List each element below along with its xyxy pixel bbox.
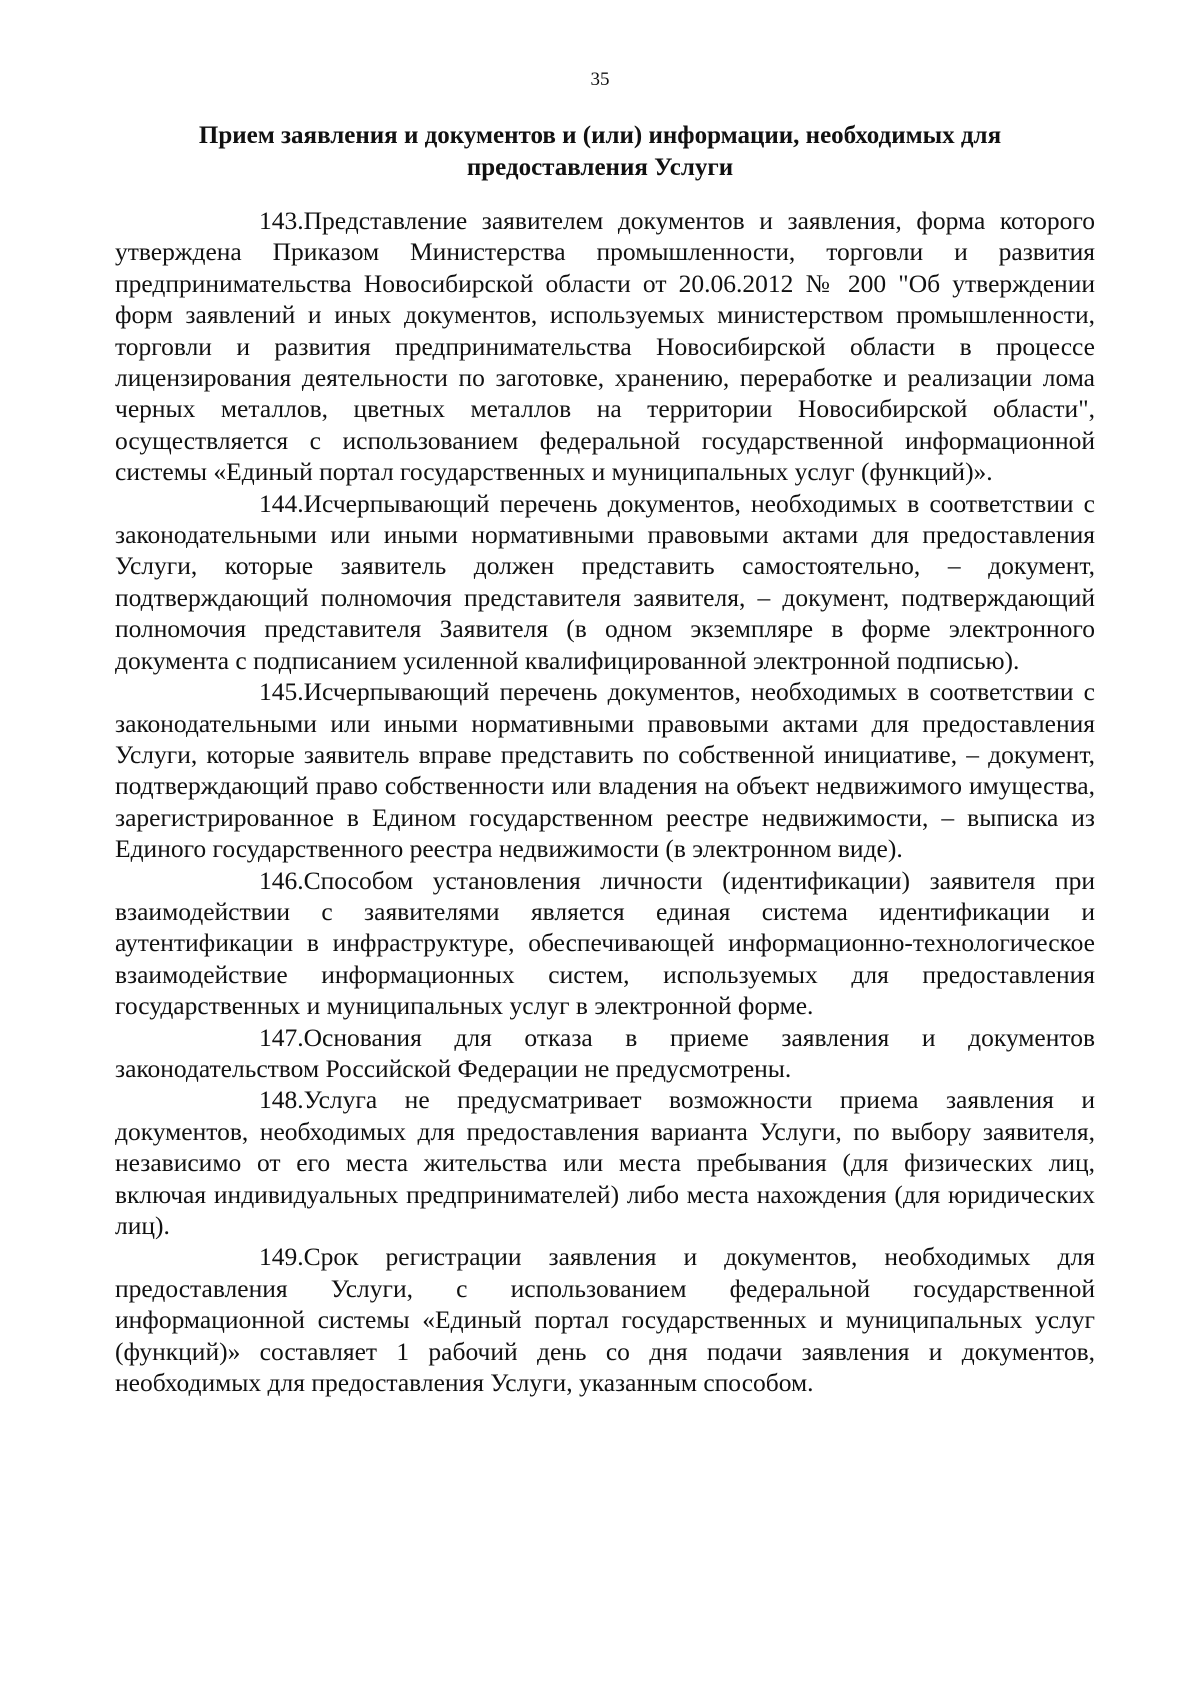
page-number: 35 (590, 69, 610, 90)
paragraph-number: 149. (259, 1242, 304, 1272)
paragraph-text: Основания для отказа в приеме заявления и документов законодательством Российской Федерации не предусмотрены. (115, 1022, 1095, 1083)
paragraph-text: Способом установления личности (идентификации) заявителя при взаимодействии с заявителями является единая система идентификации и аутентификации в инфраструктуре, обеспечивающей информационно-технологическое взаимодействие информационных систем, используемых для предоставления государственных и муниципальных услуг в электронной форме. (115, 865, 1095, 1021)
paragraph-number: 145. (259, 677, 304, 707)
paragraph-number: 148. (259, 1085, 304, 1115)
paragraph-145 (115, 676, 1095, 864)
paragraph-144 (115, 488, 1095, 676)
paragraph-146 (115, 865, 1095, 1022)
paragraph-143 (115, 205, 1095, 488)
paragraph-number: 146. (259, 865, 304, 895)
paragraph-text: Исчерпывающий перечень документов, необходимых в соответствии с законодательными или иными нормативными правовыми актами для предоставления Услуги, которые заявитель вправе представить по собственной инициативе, – документ, подтверждающий право собственности или владения на объект недвижимого имущества, зарегистрированное в Едином государственном реестре недвижимости, – выписка из Единого государственного реестра недвижимости (в электронном виде). (115, 677, 1095, 864)
paragraph-number: 144. (259, 488, 304, 518)
paragraph-147 (115, 1022, 1095, 1085)
body-text (115, 205, 1095, 1398)
paragraph-number: 143. (259, 206, 304, 235)
paragraph-text: Представление заявителем документов и заявления, форма которого утверждена Приказом Министерства промышленности, торговли и развития предпринимательства Новосибирской области от 20.06.2012 № 200 "Об утверждении форм заявлений и иных документов, используемых министерством промышленности, торговли и развития предпринимательства Новосибирской области в процессе лицензирования деятельности по заготовке, хранению, переработке и реализации лома черных металлов, цветных металлов на территории Новосибирской области", осуществляется с использованием федеральной государственной информационной системы «Единый портал государственных и муниципальных услуг (функций)». (115, 206, 1095, 487)
paragraph-text: Услуга не предусматривает возможности приема заявления и документов, необходимых для предоставления варианта Услуги, по выбору заявителя, независимо от его места жительства или места пребывания (для физических лиц, включая индивидуальных предпринимателей) либо места нахождения (для юридических лиц). (115, 1085, 1095, 1240)
section-heading: Прием заявления и документов и (или) информации, необходимых для предоставления Услуги (198, 122, 1002, 181)
paragraph-149 (115, 1241, 1095, 1398)
paragraph-text: Срок регистрации заявления и документов, необходимых для предоставления Услуги, с использованием федеральной государственной информационной системы «Единый портал государственных и муниципальных услуг (функций)» составляет 1 рабочий день со дня подачи заявления и документов, необходимых для предоставления Услуги, указанным способом. (115, 1242, 1095, 1398)
paragraph-number: 147. (259, 1022, 304, 1052)
paragraph-text: Исчерпывающий перечень документов, необходимых в соответствии с законодательными или иными нормативными правовыми актами для предоставления Услуги, которые заявитель должен представить самостоятельно, – документ, подтверждающий полномочия представителя заявителя, – документ, подтверждающий полномочия представителя Заявителя (в одном экземпляре в форме электронного документа с подписанием усиленной квалифицированной электронной подписью). (115, 488, 1095, 675)
paragraph-148 (115, 1084, 1095, 1241)
